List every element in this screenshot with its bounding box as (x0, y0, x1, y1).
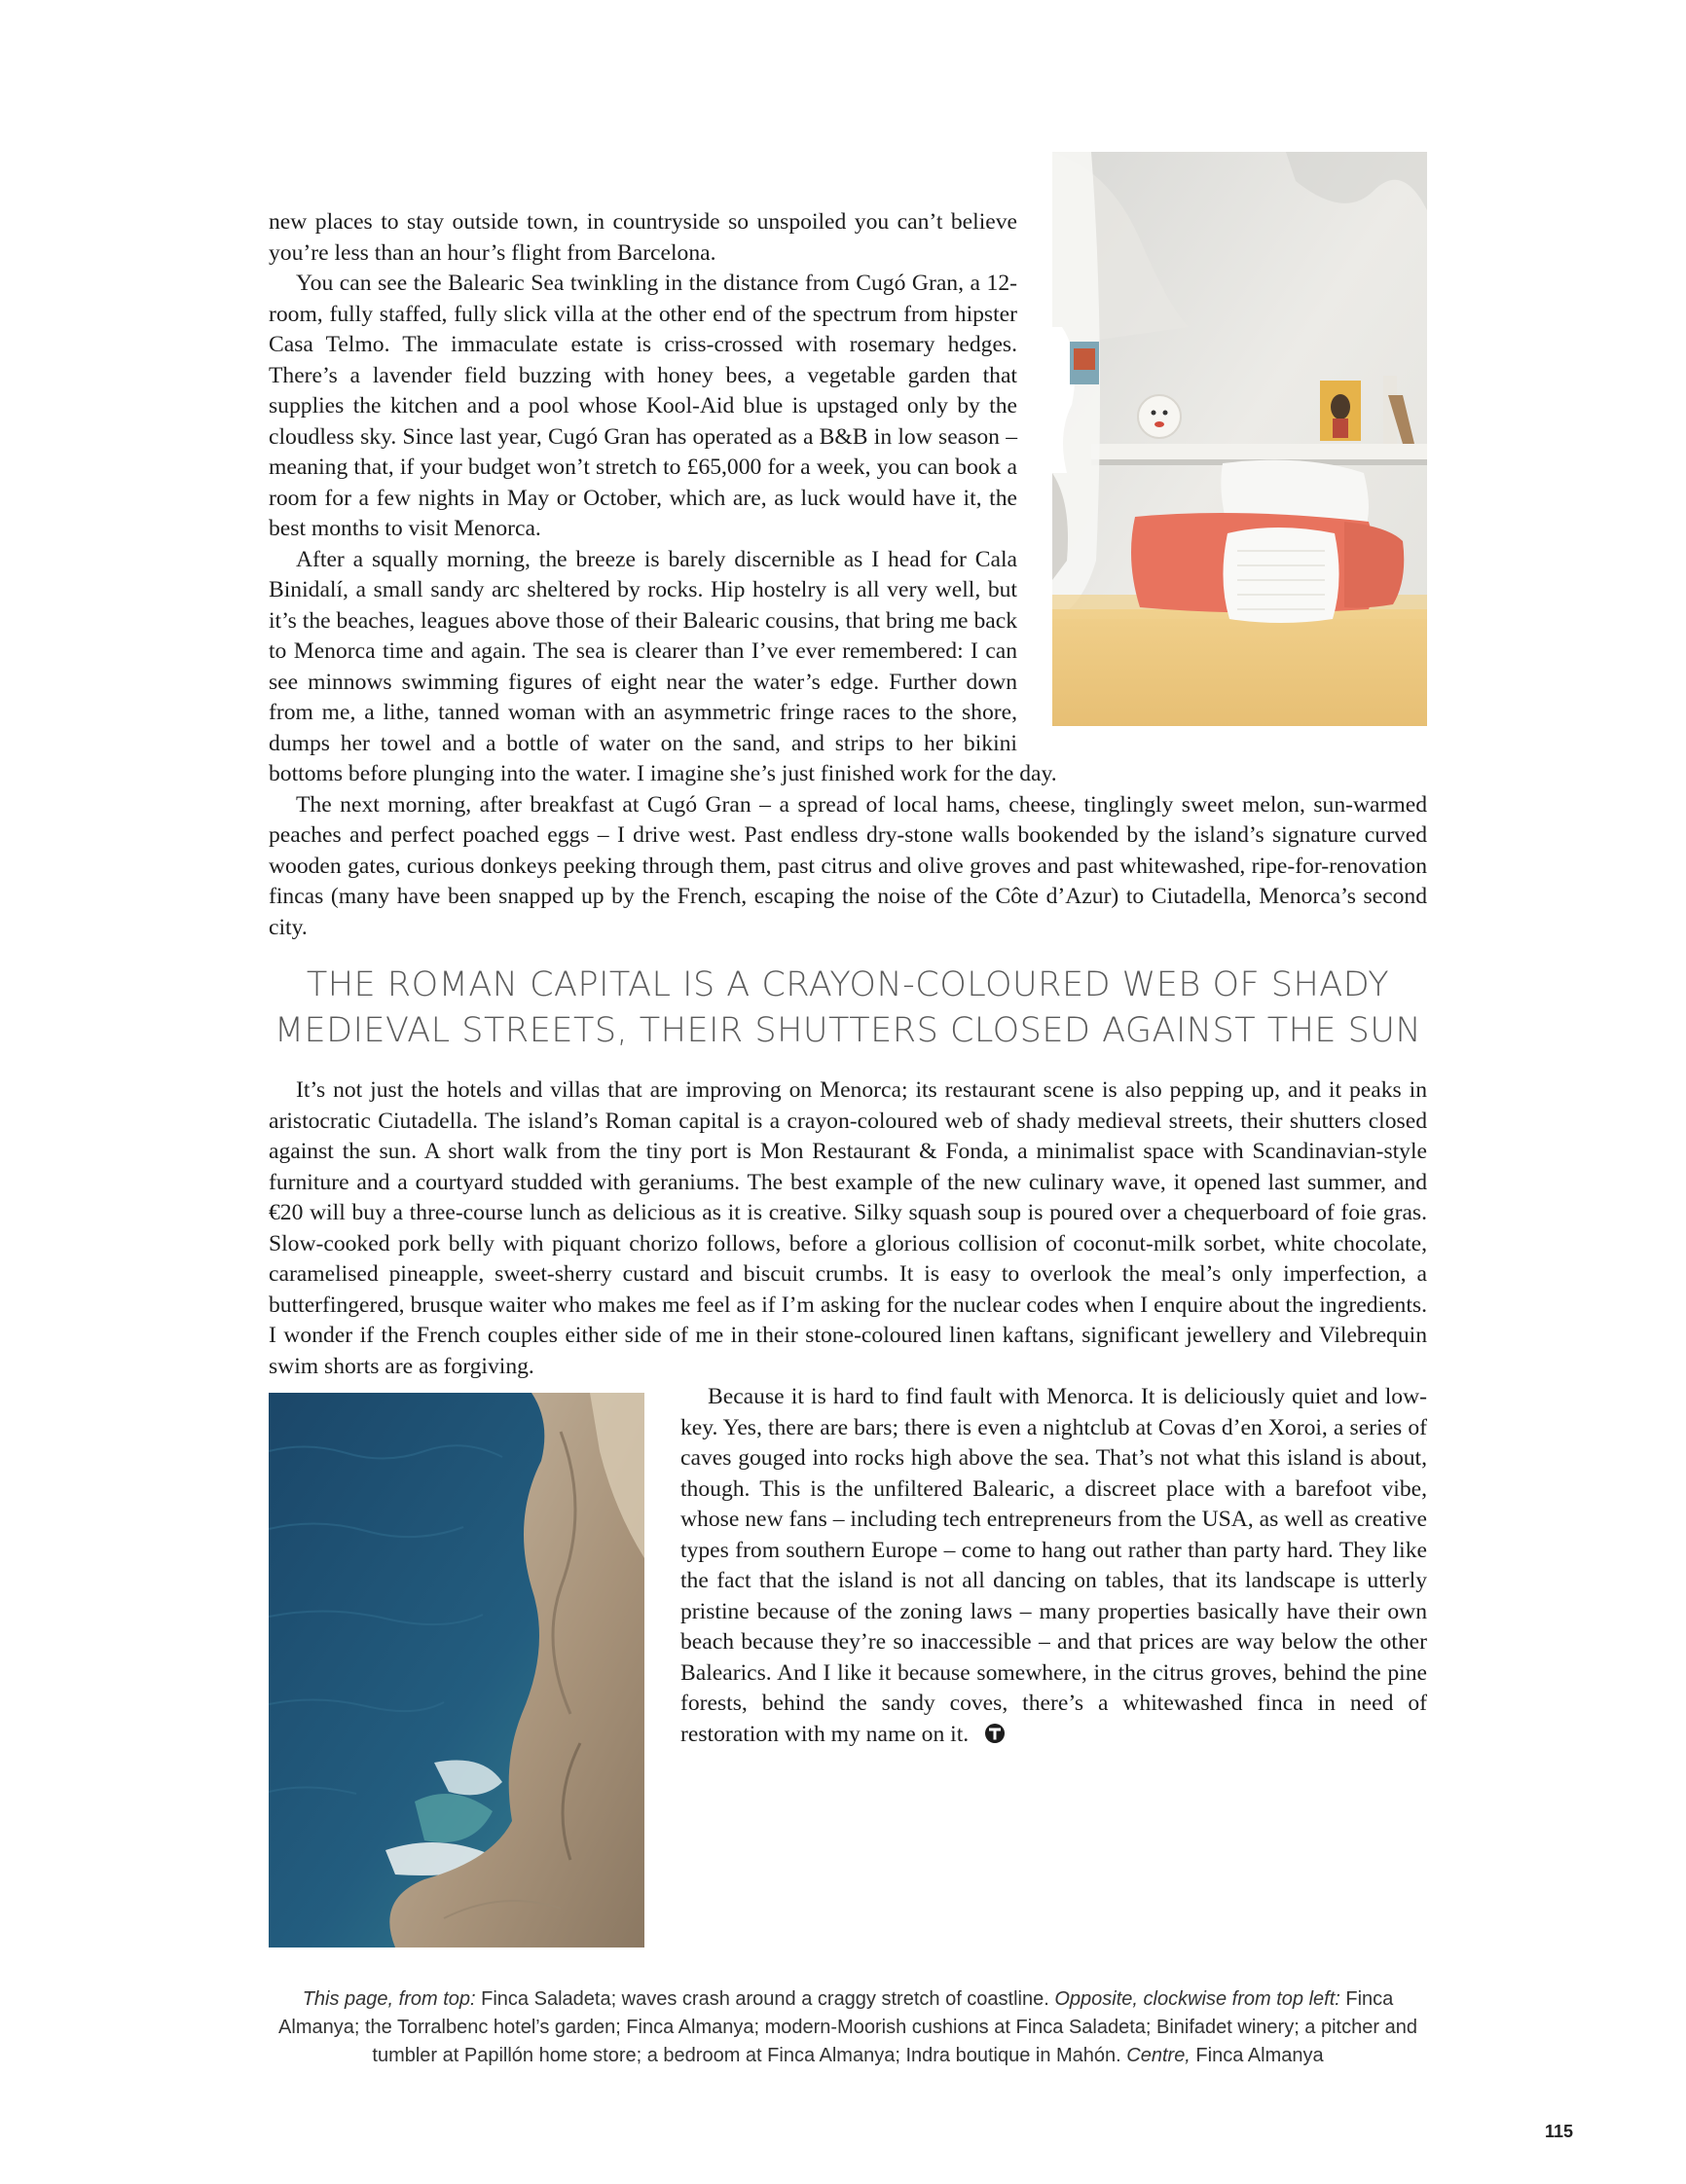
article-paragraph-3: After a squally morning, the breeze is barely discernible as I head for Cala Binidalí, a small sandy arc sheltered by rocks. Hip hostelry is all very well, but it’s the beaches, leagues above those of their Balearic cousins, that bring me back to Menorca time and again. The sea is clearer than I’ve ever remembered: I can see minnows swimming figures of eight near the water’s edge. Further down from me, a lithe, tanned woman with an asymmetric fringe races to the shore, dumps her towel and a bottle of water on the sand, and strips to her bikini bottoms before plunging into the water. I imagine she’s just finished work for the day. (269, 546, 1057, 786)
photo-craggy-coastline (269, 1393, 644, 1947)
end-of-article-icon (984, 1723, 1006, 1744)
article-paragraph-4: The next morning, after breakfast at Cugó Gran – a spread of local hams, cheese, tinglingly sweet melon, sun-warmed peaches and perfect poached eggs – I drive west. Past endless dry-stone walls bookended by the island’s signature curved wooden gates, curious donkeys peeking through them, past citrus and olive groves and past whitewashed, ripe-for-renovation fincas (many have been snapped up by the French, escaping the noise of the Côte d’Azur) to Ciutadella, Menorca’s second city. (269, 791, 1427, 940)
caption-text-centre: Finca Almanya (1190, 2045, 1324, 2066)
caption-lead-centre: Centre, (1126, 2045, 1191, 2066)
photo-bedroom-finca-saladeta (1052, 152, 1427, 726)
caption-text-this-page: Finca Saladeta; waves crash around a craggy stretch of coastline. (475, 1988, 1055, 2010)
caption-lead-this-page: This page, from top: (302, 1988, 476, 2010)
article-paragraph-5-text: It’s not just the hotels and villas that are improving on Menorca; its restaurant scene is also pepping up, and it peaks in aristocratic Ciutadella. The island’s Roman capital is a crayon-coloured web of shady medieval streets, their shutters closed against the sun. A short walk from the tiny port is Mon Restaurant & Fonda, a minimalist space with Scandinavian-style furniture and a courtyard studded with geraniums. The best example of the new culinary wave, it opened last summer, and €20 will buy a three-course lunch as delicious as it is creative. Silky squash soup is poured over a chequerboard of foie gras. Slow-cooked pork belly with piquant chorizo follows, before a glorious collision of coconut-milk sorbet, white chocolate, caramelised pineapple, sweet-sherry custard and biscuit crumbs. It is easy to overlook the meal’s only imperfection, a butterfingered, brusque waiter who makes me feel as if I’m asking for the nuclear codes when I enquire about the ingredients. I wonder if the French couples either side of me in their stone-coloured linen kaftans, significant jewellery and Vilebrequin swim shorts are as forgiving. (269, 1077, 1427, 1379)
photo-caption (269, 1985, 1427, 2070)
article-paragraph-1: new places to stay outside town, in countryside so unspoiled you can’t believe you’re less than an hour’s flight from Barcelona. (269, 209, 1017, 266)
article-body (269, 207, 1427, 1953)
pull-quote: THE ROMAN CAPITAL IS A CRAYON-COLOURED WEB OF SHADY MEDIEVAL STREETS, THEIR SHUTTERS CLOSED AGAINST THE SUN (274, 965, 1422, 1050)
caption-lead-opposite: Opposite, clockwise from top left: (1054, 1988, 1340, 2010)
page-number: 115 (1545, 2122, 1574, 2141)
article-paragraph-2: You can see the Balearic Sea twinkling in the distance from Cugó Gran, a 12-room, fully staffed, fully slick villa at the other end of the spectrum from hipster Casa Telmo. The immaculate estate is criss-crossed with rosemary hedges. There’s a lavender field buzzing with honey bees, a vegetable garden that supplies the kitchen and a pool whose Kool-Aid blue is upstaged only by the cloudless sky. Since last year, Cugó Gran has operated as a B&B in low season – meaning that, if your budget won’t stretch to £65,000 for a week, you can book a room for a few nights in May or October, which are, as luck would have it, the best months to visit Menorca. (269, 271, 1017, 541)
article-paragraph-6-text: Because it is hard to find fault with Menorca. It is deliciously quiet and low-key. Yes, there are bars; there is even a nightclub at Covas d’en Xoroi, a series of caves gouged into rocks high above the sea. That’s not what this island is about, though. This is the unfiltered Balearic, a discreet place with a barefoot vibe, whose new fans – including tech entrepreneurs from the USA, as well as creative types from southern Europe – come to hang out rather than party hard. They like the fact that the island is not all dancing on tables, that its landscape is utterly pristine because of the zoning laws – many properties basically have their own beach because they’re so inaccessible – and that prices are way below the other Balearics. And I like it because somewhere, in the citrus groves, behind the pine forests, behind the sandy coves, there’s a whitewashed finca in need of restoration with my name on it. (680, 1384, 1427, 1747)
article-paragraph-5 (269, 1075, 1427, 1382)
caption-text-opposite: Finca Almanya; the Torralbenc hotel’s garden; Finca Almanya; modern-Moorish cushions at Finca Saladeta; Binifadet winery; a pitcher and tumbler at Papillón home store; a bedroom at Finca Almanya; Indra boutique in Mahón. (278, 1988, 1417, 2066)
